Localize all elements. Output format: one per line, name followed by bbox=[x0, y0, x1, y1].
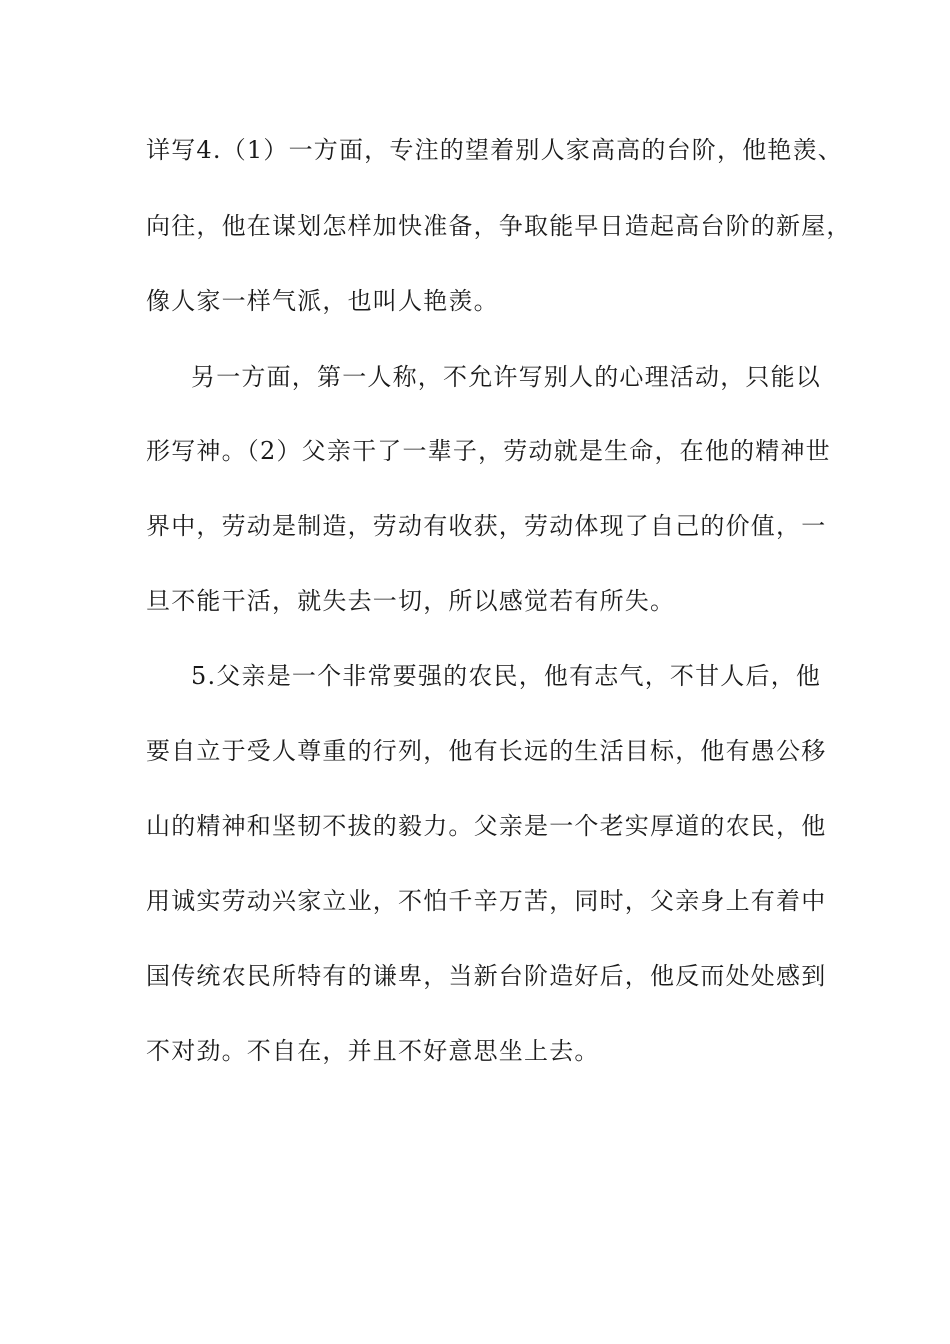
paragraph-2-line-2: 形写神。（2）父亲干了一辈子，劳动就是生命，在他的精神世 bbox=[146, 437, 831, 465]
paragraph-3-line-3: 山的精神和坚韧不拔的毅力。父亲是一个老实厚道的农民，他 bbox=[146, 812, 827, 840]
paragraph-3-line-1: 5.父亲是一个非常要强的农民，他有志气，不甘人后，他 bbox=[191, 662, 822, 690]
paragraph-2-line-1: 另一方面，第一人称，不允许写别人的心理活动，只能以 bbox=[191, 363, 821, 391]
paragraph-3-line-5: 国传统农民所特有的谦卑，当新台阶造好后，他反而处处感到 bbox=[146, 962, 827, 990]
paragraph-2-line-4: 旦不能干活，就失去一切，所以感觉若有所失。 bbox=[146, 587, 676, 615]
paragraph-3-line-4: 用诚实劳动兴家立业，不怕千辛万苦，同时，父亲身上有着中 bbox=[146, 887, 827, 915]
paragraph-1-line-2: 向往，他在谋划怎样加快准备，争取能早日造起高台阶的新屋， bbox=[146, 212, 852, 240]
paragraph-3-line-2: 要自立于受人尊重的行列，他有长远的生活目标，他有愚公移 bbox=[146, 737, 827, 765]
paragraph-3-line-6: 不对劲。不自在，并且不好意思坐上去。 bbox=[146, 1037, 600, 1065]
paragraph-1-line-1: 详写4.（1）一方面，专注的望着别人家高高的台阶，他艳羡、 bbox=[146, 136, 843, 164]
paragraph-2-line-3: 界中，劳动是制造，劳动有收获，劳动体现了自己的价值，一 bbox=[146, 512, 827, 540]
paragraph-1-line-3: 像人家一样气派，也叫人艳羡。 bbox=[146, 287, 499, 315]
